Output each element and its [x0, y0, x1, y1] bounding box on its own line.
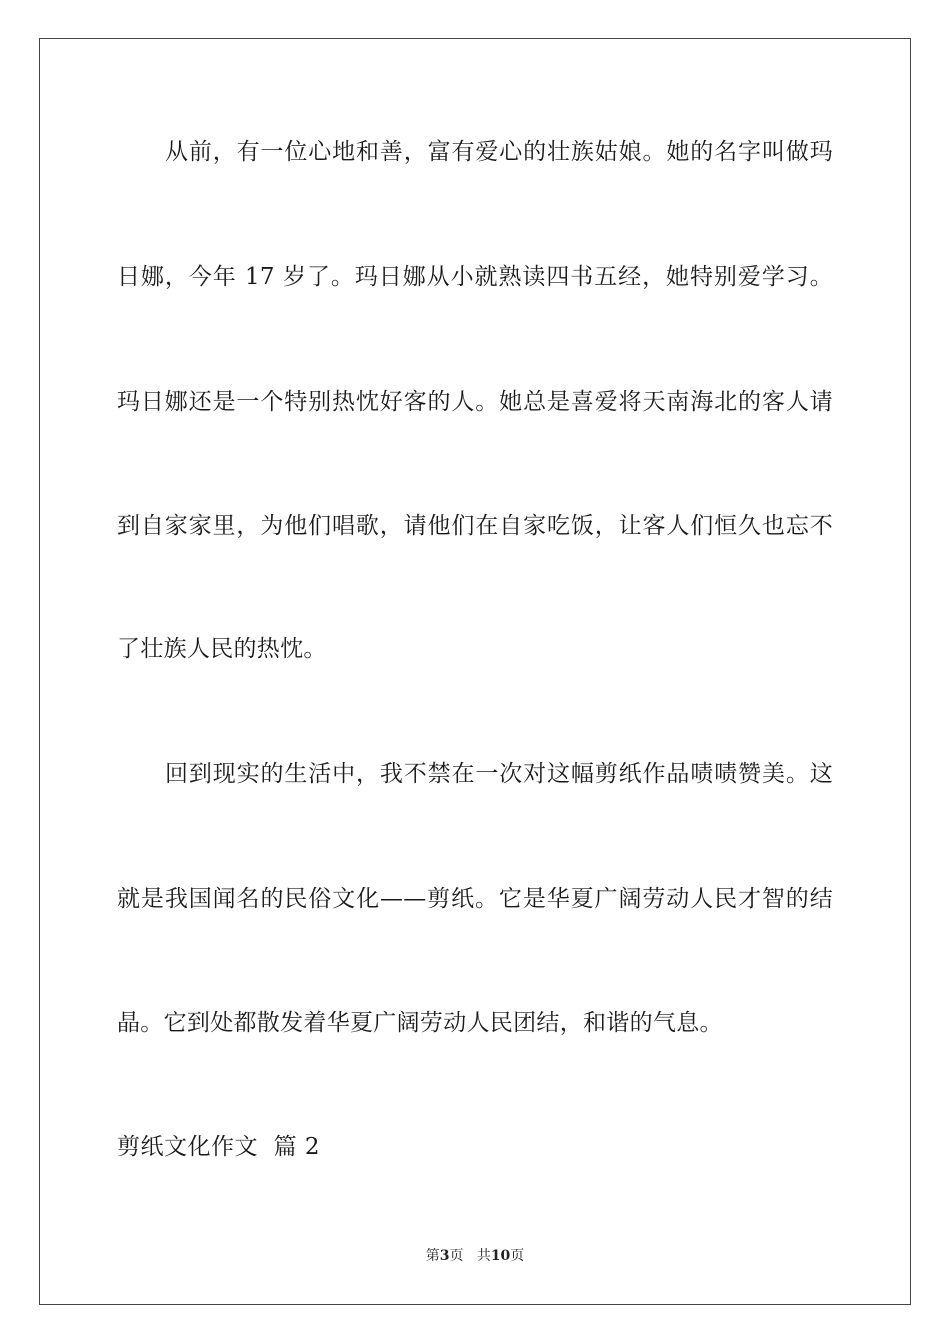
section-heading: 剪纸文化作文 篇 2 [117, 1134, 321, 1160]
current-page-number: 3 [439, 1248, 450, 1264]
paragraph-2-line-2: 就是我国闻名的民俗文化——剪纸。它是华夏广阔劳动人民才智的结 [117, 886, 833, 912]
paragraph-2-line-3: 晶。它到处都散发着华夏广阔劳动人民团结，和谐的气息。 [117, 1010, 723, 1036]
paragraph-1-line-4: 到自家家里，为他们唱歌，请他们在自家吃饭，让客人们恒久也忘不 [117, 513, 833, 539]
total-pages-number: 10 [490, 1248, 511, 1264]
paragraph-1-line-2: 日娜，今年 17 岁了。玛日娜从小就熟读四书五经，她特别爱学习。 [117, 264, 833, 290]
paragraph-2-line-1: 回到现实的生活中，我不禁在一次对这幅剪纸作品啧啧赞美。这 [165, 761, 833, 787]
page-suffix: 页 [449, 1248, 464, 1264]
paragraph-1-line-1: 从前，有一位心地和善，富有爱心的壮族姑娘。她的名字叫做玛 [165, 139, 833, 165]
total-prefix: 共 [476, 1248, 491, 1264]
page-frame [39, 38, 911, 1305]
paragraph-1-line-3: 玛日娜还是一个特别热忱好客的人。她总是喜爱将天南海北的客人请 [117, 389, 833, 415]
total-suffix: 页 [510, 1248, 525, 1264]
page-prefix: 第 [425, 1248, 440, 1264]
page-footer [0, 1247, 950, 1265]
paragraph-1-line-5: 了壮族人民的热忱。 [117, 636, 327, 662]
